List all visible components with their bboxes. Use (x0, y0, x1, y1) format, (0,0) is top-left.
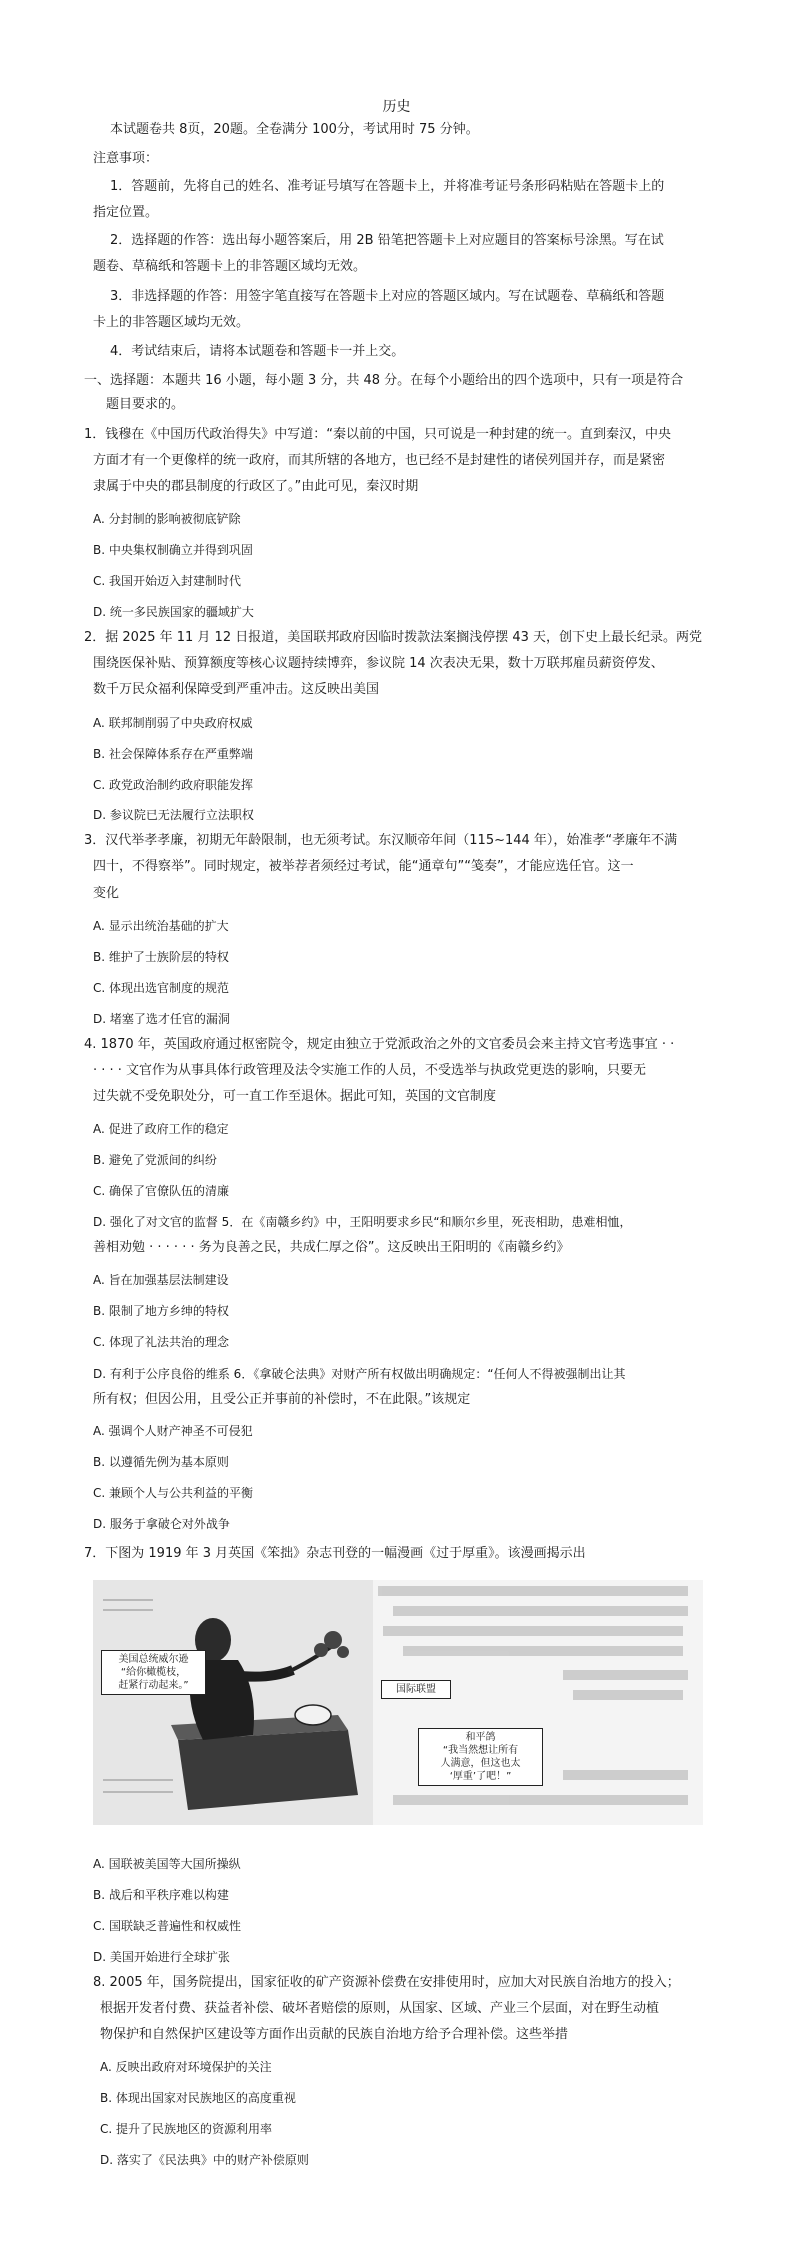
question-stem: 过失就不受免职处分，可一直工作至退休。据此可知，英国的文官制度 (93, 1089, 497, 1104)
option-c[interactable]: C. 提升了民族地区的资源利用率 (100, 2122, 273, 2136)
callout-dove: 和平鸽 “我当然想让所有 人满意，但这也太 ‘厚重’了吧！” (418, 1728, 543, 1786)
notice-line: 3．非选择题的作答：用签字笔直接写在答题卡上对应的答题区域内。写在试题卷、草稿纸和答题 (110, 289, 665, 304)
question-stem: 围绕医保补贴、预算额度等核心议题持续博弈，参议院 14 次表决无果，数十万联邦雇员薪资停发、 (93, 656, 664, 671)
question-stem: 8. 2005 年，国务院提出，国家征收的矿产资源补偿费在安排使用时，应加大对民族自治地方的投入； (93, 1975, 680, 1990)
question-stem: 2．据 2025 年 11 月 12 日报道，美国联邦政府因临时拨款法案搁浅停摆 43 天，创下史上最长纪录。两党 (84, 630, 703, 645)
notice-line: 4．考试结束后，请将本试题卷和答题卡一并上交。 (110, 344, 405, 359)
option-c[interactable]: C. 体现了礼法共治的理念 (93, 1335, 230, 1349)
option-d-and-q5-stem[interactable]: D. 强化了对文官的监督 5．在《南赣乡约》中，王阳明要求乡民“和顺尔乡里，死丧相助，患难相恤， (93, 1215, 632, 1229)
question-stem: 1．钱穆在《中国历代政治得失》中写道：“秦以前的中国，只可说是一种封建的统一。直到秦汉，中央 (84, 427, 672, 442)
option-d[interactable]: D. 美国开始进行全球扩张 (93, 1950, 230, 1964)
option-b[interactable]: B. 限制了地方乡绅的特权 (93, 1304, 229, 1318)
notice-line: 题卷、草稿纸和答题卡上的非答题区域均无效。 (93, 259, 367, 274)
option-b[interactable]: B. 社会保障体系存在严重弊端 (93, 747, 253, 761)
option-b[interactable]: B. 战后和平秩序难以构建 (93, 1888, 229, 1902)
notice-line: 2．选择题的作答：选出每小题答案后，用 2B 铅笔把答题卡上对应题目的答案标号涂黑。写在试 (110, 233, 664, 248)
question-stem: 数千万民众福利保障受到严重冲击。这反映出美国 (93, 682, 380, 697)
question-stem: 所有权；但因公用，且受公正并事前的补偿时，不在此限。”该规定 (93, 1392, 471, 1407)
option-a[interactable]: A. 促进了政府工作的稳定 (93, 1122, 229, 1136)
option-c[interactable]: C. 国联缺乏普遍性和权威性 (93, 1919, 242, 1933)
exam-intro: 本试题卷共 8页，20题。全卷满分 100分，考试用时 75 分钟。 (110, 122, 479, 137)
cartoon-illustration (93, 1580, 703, 1825)
option-a[interactable]: A. 旨在加强基层法制建设 (93, 1273, 229, 1287)
question-stem: 根据开发者付费、获益者补偿、破坏者赔偿的原则，从国家、区域、产业三个层面，对在野生动植 (100, 2001, 660, 2016)
option-d[interactable]: D. 堵塞了选才任官的漏洞 (93, 1012, 230, 1026)
option-d[interactable]: D. 统一多民族国家的疆域扩大 (93, 605, 254, 619)
option-d[interactable]: D. 落实了《民法典》中的财产补偿原则 (100, 2153, 309, 2167)
question-stem: 7．下图为 1919 年 3 月英国《笨拙》杂志刊登的一幅漫画《过于厚重》。该漫画揭示出 (84, 1546, 586, 1561)
option-c[interactable]: C. 政党政治制约政府职能发挥 (93, 778, 254, 792)
option-d-and-q6-stem[interactable]: D. 有利于公序良俗的维系 6．《拿破仑法典》对财产所有权做出明确规定：“任何人不得被强制出让其 (93, 1367, 626, 1381)
notice-heading: 注意事项： (93, 151, 159, 166)
option-d[interactable]: D. 服务于拿破仑对外战争 (93, 1517, 230, 1531)
question-stem: 变化 (93, 886, 120, 901)
option-a[interactable]: A. 联邦制削弱了中央政府权威 (93, 716, 253, 730)
option-c[interactable]: C. 确保了官僚队伍的清廉 (93, 1184, 230, 1198)
callout-league: 国际联盟 (381, 1680, 451, 1699)
callout-wilson: 美国总统威尔逊 “给你橄榄枝， 赶紧行动起来。” (101, 1650, 206, 1695)
section-heading: 一、选择题：本题共 16 小题，每小题 3 分，共 48 分。在每个小题给出的四个选项中，只有一项是符合 (84, 373, 684, 388)
question-stem: · · · · 文官作为从事具体行政管理及法令实施工作的人员，不受选举与执政党更迭的影响，只要无 (93, 1063, 647, 1078)
option-a[interactable]: A. 反映出政府对环境保护的关注 (100, 2060, 272, 2074)
option-d[interactable]: D. 参议院已无法履行立法职权 (93, 808, 254, 822)
option-c[interactable]: C. 体现出选官制度的规范 (93, 981, 230, 995)
option-a[interactable]: A. 国联被美国等大国所操纵 (93, 1857, 241, 1871)
option-c[interactable]: C. 我国开始迈入封建制时代 (93, 574, 242, 588)
question-stem: 物保护和自然保护区建设等方面作出贡献的民族自治地方给予合理补偿。这些举措 (100, 2027, 569, 2042)
section-heading: 题目要求的。 (106, 397, 185, 412)
notice-line: 卡上的非答题区域均无效。 (93, 315, 250, 330)
option-b[interactable]: B. 中央集权制确立并得到巩固 (93, 543, 253, 557)
question-stem: 四十，不得察举”。同时规定，被举荐者须经过考试，能“通章句”“笺奏”，才能应选任官。这一 (93, 859, 634, 874)
question-stem: 4. 1870 年，英国政府通过枢密院令，规定由独立于党派政治之外的文官委员会来主持文官考选事宜 · · (84, 1037, 675, 1052)
notice-line: 指定位置。 (93, 205, 159, 220)
option-a[interactable]: A. 强调个人财产神圣不可侵犯 (93, 1424, 253, 1438)
question-stem: 方面才有一个更像样的统一政府，而其所辖的各地方，也已经不是封建性的诸侯列国并存，而是紧密 (93, 453, 666, 468)
question-stem: 3．汉代举孝孝廉，初期无年龄限制，也无须考试。东汉顺帝年间（115~144 年），始准孝“孝廉年不满 (84, 833, 678, 848)
option-a[interactable]: A. 分封制的影响被彻底铲除 (93, 512, 241, 526)
option-a[interactable]: A. 显示出统治基础的扩大 (93, 919, 229, 933)
notice-line: 1．答题前，先将自己的姓名、准考证号填写在答题卡上，并将准考证号条形码粘贴在答题卡上的 (110, 179, 665, 194)
option-b[interactable]: B. 维护了士族阶层的特权 (93, 950, 229, 964)
page-title: 历史 (382, 99, 411, 115)
option-c[interactable]: C. 兼顾个人与公共利益的平衡 (93, 1486, 254, 1500)
question-stem: 善相劝勉 · · · · · · 务为良善之民，共成仁厚之俗”。这反映出王阳明的《南赣乡约》 (93, 1240, 570, 1255)
option-b[interactable]: B. 以遵循先例为基本原则 (93, 1455, 229, 1469)
question-stem: 隶属于中央的郡县制度的行政区了。”由此可见，秦汉时期 (93, 479, 419, 494)
cartoon-image (93, 1580, 703, 1825)
option-b[interactable]: B. 避免了党派间的纠纷 (93, 1153, 217, 1167)
option-b[interactable]: B. 体现出国家对民族地区的高度重视 (100, 2091, 296, 2105)
